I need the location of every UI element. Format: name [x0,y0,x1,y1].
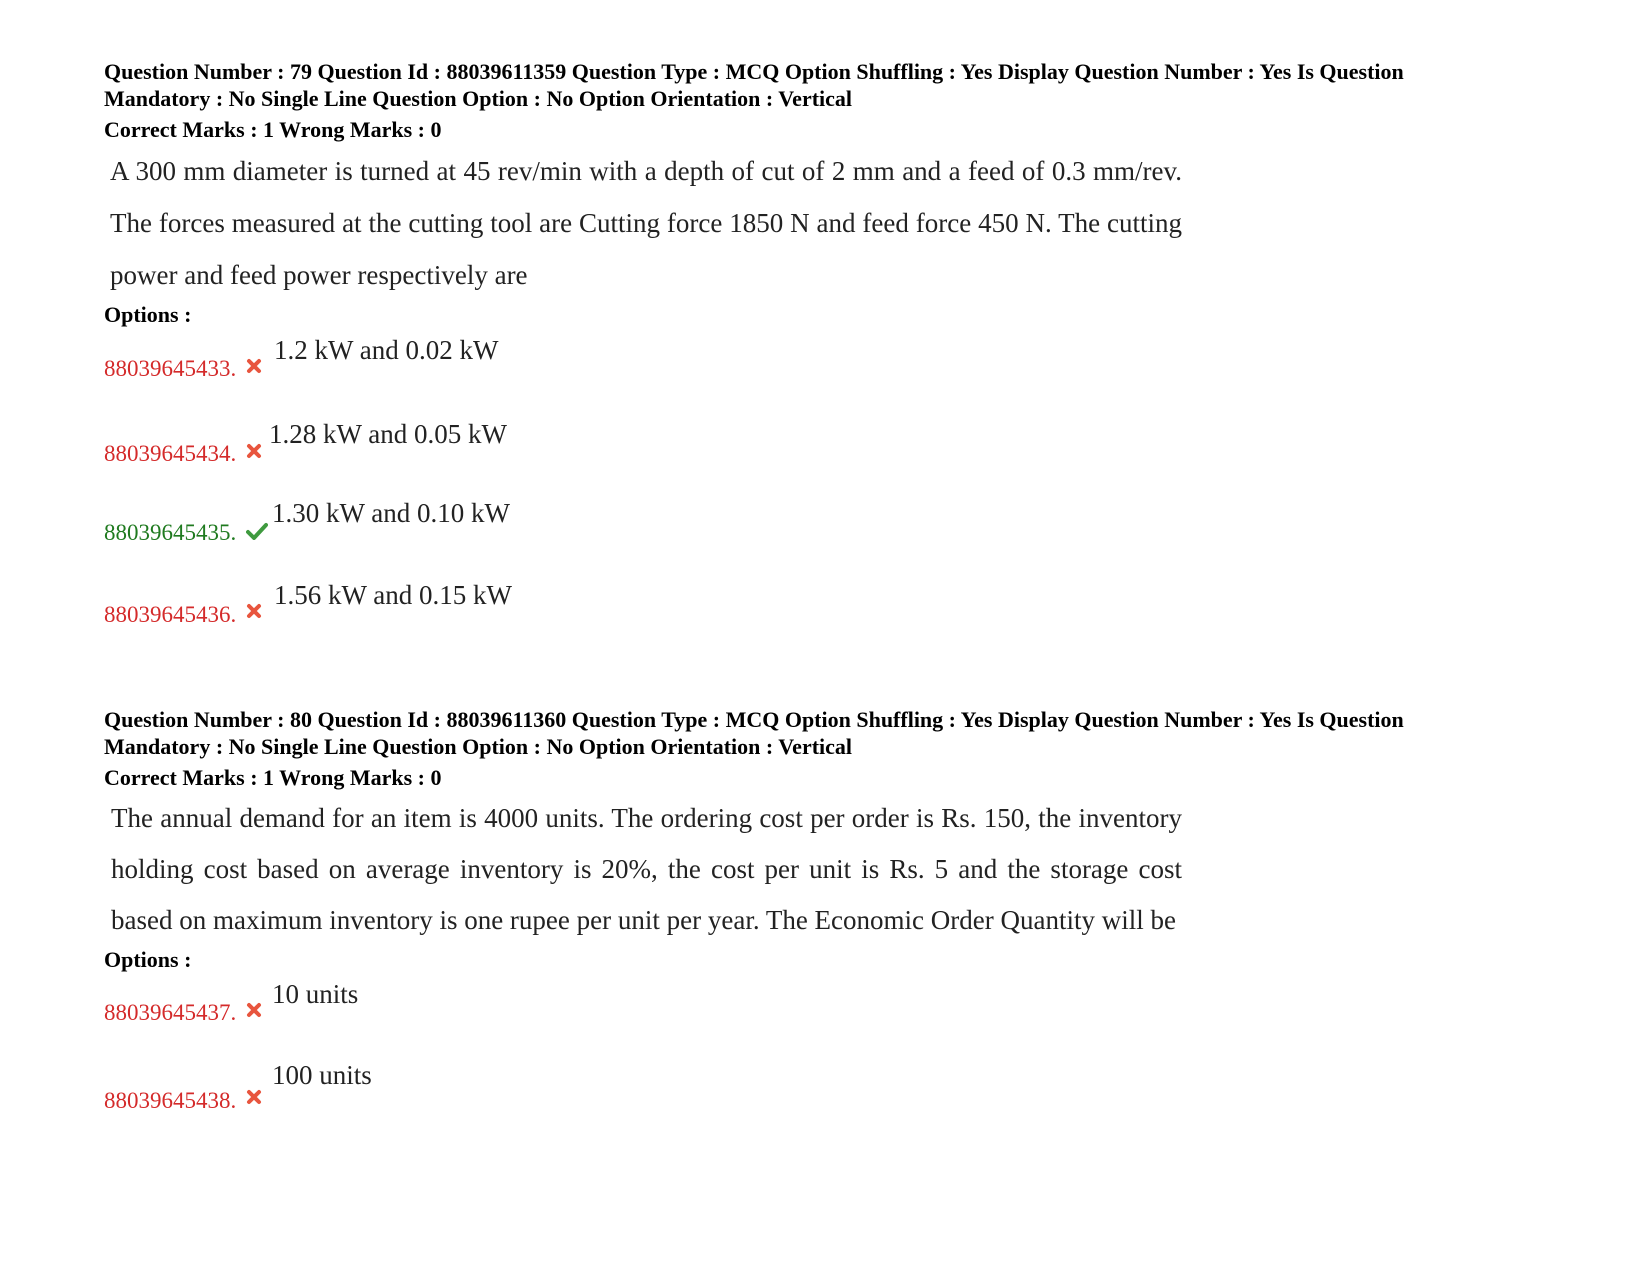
question-80 [104,706,1524,1123]
question-marks: Correct Marks : 1 Wrong Marks : 0 [104,765,442,790]
option-text: 1.2 kW and 0.02 kW [274,335,499,365]
question-meta-line-2: Mandatory : No Single Line Question Option : No Option Orientation : Vertical [104,86,853,111]
question-marks: Correct Marks : 1 Wrong Marks : 0 [104,117,442,142]
question-meta [104,706,1524,760]
option-item [104,498,1524,578]
option-id: 88039645435. [104,520,237,545]
option-item [104,332,1524,419]
question-text: A 300 mm diameter is turned at 45 rev/min with a depth of cut of 2 mm and a feed of 0.3 mm/rev. The forces measured at the cutting tool are Cutting force 1850 N and feed force 450 N. The cutting power and feed power respectively are [110,156,1182,290]
question-meta-line-2: Mandatory : No Single Line Question Option : No Option Orientation : Vertical [104,734,853,759]
option-item [104,977,1524,1063]
question-meta-line-1: Question Number : 80 Question Id : 88039611360 Question Type : MCQ Option Shuffling : Yes Display Question Number : Yes Is Question [104,707,1404,732]
option-text: 10 units [272,979,359,1009]
cross-icon [246,443,262,459]
question-meta [104,58,1524,112]
option-id: 88039645437. [104,1000,237,1025]
option-id: 88039645438. [104,1088,237,1113]
cross-icon [246,1002,262,1018]
option-item [104,1060,1524,1123]
options-label: Options : [104,947,192,972]
options-list [104,977,1524,1123]
cross-icon [246,603,262,619]
option-text: 1.56 kW and 0.15 kW [274,580,512,610]
option-item [104,419,1524,498]
options-label: Options : [104,302,192,327]
option-id: 88039645436. [104,602,237,627]
cross-icon [246,1089,262,1105]
question-meta-line-1: Question Number : 79 Question Id : 88039611359 Question Type : MCQ Option Shuffling : Yes Display Question Number : Yes Is Question [104,59,1404,84]
question-79 [104,58,1524,638]
cross-icon [246,358,262,374]
option-text: 1.28 kW and 0.05 kW [269,419,507,449]
option-text: 100 units [272,1060,372,1090]
option-id: 88039645434. [104,441,237,466]
option-text: 1.30 kW and 0.10 kW [272,498,510,528]
question-text: The annual demand for an item is 4000 units. The ordering cost per order is Rs. 150, the inventory holding cost based on average inventory is 20%, the cost per unit is Rs. 5 and the storage cost based on maximum inventory is one rupee per unit per year. The Economic Order Quantity will be [111,803,1182,935]
option-item [104,578,1524,638]
check-icon [246,522,268,540]
option-id: 88039645433. [104,356,237,381]
options-list [104,332,1524,638]
